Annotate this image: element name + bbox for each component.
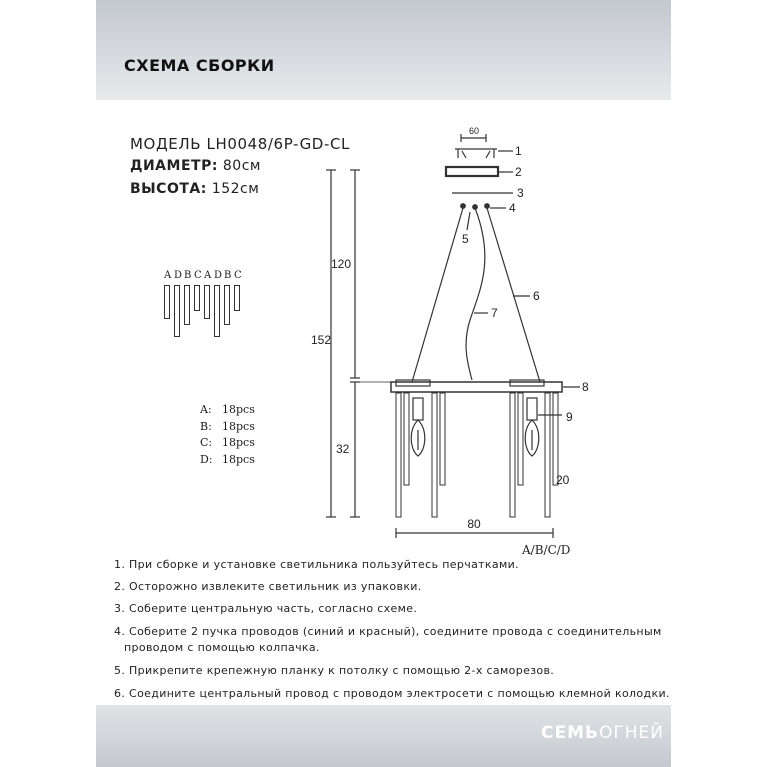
crystal-count-label: A: <box>200 403 212 416</box>
crystal-c <box>234 285 240 311</box>
height-dimensions <box>311 170 391 517</box>
upper-height-label: 120 <box>331 257 352 271</box>
mounting-bracket <box>455 144 522 158</box>
crystal-b <box>224 285 230 325</box>
crystal-count-label: C: <box>200 436 213 449</box>
top-width-label: 60 <box>468 126 480 136</box>
crystal-d <box>174 285 180 337</box>
crystal-letter: B <box>224 270 232 281</box>
diameter-label: ДИАМЕТР: <box>130 158 218 174</box>
instruction-item: 3. Соберите центральную часть, согласно схеме. <box>114 602 418 615</box>
diameter-label: 80 <box>467 517 481 531</box>
crystal-count-row <box>200 436 255 449</box>
crystal-count-value: 18pcs <box>222 436 255 449</box>
crystal-letter: A <box>164 270 172 281</box>
crystal-count-row <box>200 403 255 416</box>
power-wire <box>466 208 498 380</box>
canopy <box>446 165 522 179</box>
crystal-letter: B <box>184 270 192 281</box>
crystal-letter: A <box>204 270 212 281</box>
suspension-cables <box>412 208 540 382</box>
page-title: СХЕМА СБОРКИ <box>124 56 275 75</box>
crystal-legend <box>166 270 256 370</box>
diameter-spec <box>130 158 261 174</box>
callout-9: 9 <box>566 410 573 424</box>
crystal-d <box>214 285 220 337</box>
brand-bold: СЕМЬ <box>541 723 599 743</box>
height-label: ВЫСОТА: <box>130 181 207 197</box>
brand-logo <box>541 723 664 743</box>
callout-3: 3 <box>517 186 524 200</box>
crystal-count-label: B: <box>200 420 212 433</box>
crystal-a <box>204 285 210 319</box>
brand-light: ОГНЕЙ <box>599 723 664 743</box>
crystal-count-row <box>200 420 255 433</box>
crystal-count-value: 18pcs <box>222 453 255 466</box>
instruction-item: 1. При сборке и установке светильника пользуйтесь перчатками. <box>114 558 520 571</box>
height-spec <box>130 181 259 197</box>
instruction-item: 6. Соедините центральный провод с проводом электросети с помощью клемной колодки. <box>114 687 670 700</box>
callout-6: 6 <box>533 289 540 303</box>
callout-8: 8 <box>582 380 589 394</box>
lower-height-label: 32 <box>336 442 350 456</box>
callout-1: 1 <box>515 144 522 158</box>
crystal-types-label: A/B/C/D <box>522 543 571 557</box>
diameter-value: 80см <box>222 158 261 174</box>
height-value: 152см <box>211 181 260 197</box>
callout-2: 2 <box>515 165 522 179</box>
crystal-letter: C <box>194 270 202 281</box>
callout-7: 7 <box>491 306 498 320</box>
canopy-plate <box>452 186 524 200</box>
assembly-diagram <box>300 120 620 560</box>
crystal-count-value: 18pcs <box>222 420 255 433</box>
instruction-item: 4. Соберите 2 пучка проводов (синий и красный), соедините провода с соединительным <box>114 625 662 638</box>
crystal-a <box>164 285 170 319</box>
instruction-item: проводом с помощью колпачка. <box>124 641 320 654</box>
instruction-item: 5. Прикрепите крепежную планку к потолку с помощью 2-х саморезов. <box>114 664 555 677</box>
crystal-count-value: 18pcs <box>222 403 255 416</box>
crystal-count-row <box>200 453 255 466</box>
crystal-length-label: 20 <box>556 473 570 487</box>
crystal-letter: D <box>214 270 223 281</box>
diameter-dimension <box>396 517 553 538</box>
crystal-c <box>194 285 200 311</box>
top-width-dimension <box>461 126 486 142</box>
crystal-b <box>184 285 190 325</box>
model-name: МОДЕЛЬ LH0048/6P-GD-CL <box>130 135 350 153</box>
suspension-hooks <box>461 201 516 246</box>
callout-5: 5 <box>462 232 469 246</box>
instruction-item: 2. Осторожно извлеките светильник из упаковки. <box>114 580 422 593</box>
crystal-count-label: D: <box>200 453 213 466</box>
header-band <box>96 0 671 100</box>
light-bulbs <box>411 398 573 456</box>
crystal-letter: D <box>174 270 183 281</box>
crystal-letter: C <box>234 270 242 281</box>
callout-4: 4 <box>509 201 516 215</box>
total-height-label: 152 <box>311 333 332 347</box>
frame-ring <box>391 380 589 394</box>
